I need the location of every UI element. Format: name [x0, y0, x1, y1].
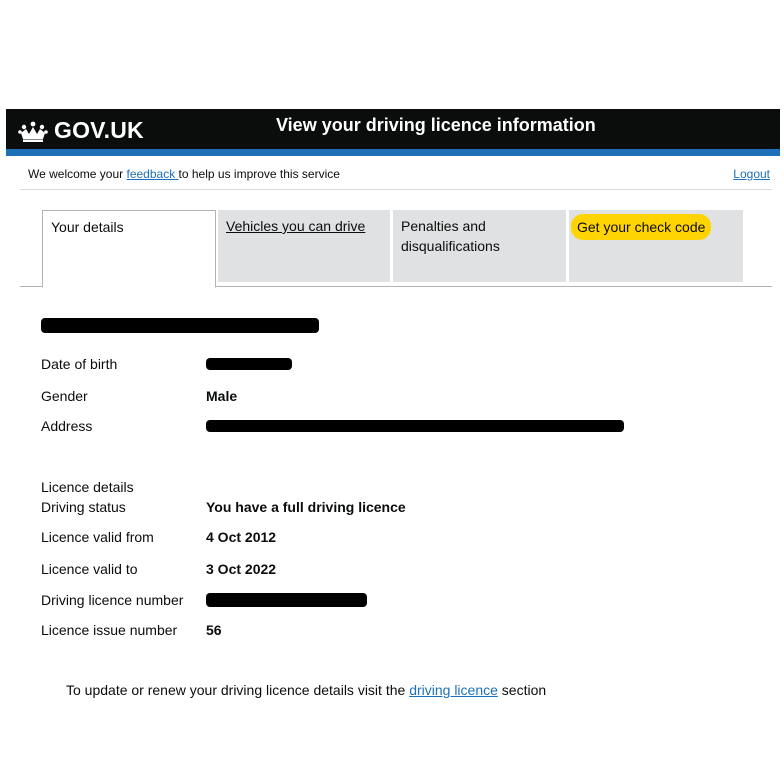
- tab-vehicles[interactable]: [218, 210, 390, 282]
- govuk-logo-link[interactable]: [18, 117, 144, 144]
- redacted-licence-number: [206, 593, 367, 607]
- driving-status-label: Driving status: [41, 499, 126, 515]
- valid-from-value: 4 Oct 2012: [206, 529, 277, 545]
- issue-number-label: Licence issue number: [41, 622, 178, 638]
- redacted-address: [206, 420, 624, 432]
- licence-details-label: Licence details: [41, 479, 134, 495]
- feedback-link[interactable]: feedback: [126, 167, 179, 181]
- footer-suffix: section: [497, 682, 547, 698]
- gender-label: Gender: [41, 388, 88, 404]
- redacted-name: [41, 318, 319, 333]
- tab-check-code[interactable]: [569, 210, 743, 282]
- service-name[interactable]: View your driving licence information: [276, 115, 596, 135]
- header-accent-bar: [6, 149, 780, 156]
- tab-label: Your details: [51, 219, 124, 235]
- driving-status-value: You have a full driving licence: [206, 499, 406, 515]
- valid-to-value: 3 Oct 2022: [206, 561, 277, 577]
- dob-label: Date of birth: [41, 356, 118, 372]
- tab-label: Vehicles you can drive: [226, 218, 366, 234]
- feedback-banner: [20, 165, 772, 187]
- tab-penalties[interactable]: [393, 210, 566, 282]
- feedback-prefix: We welcome your: [28, 167, 127, 181]
- driving-licence-link[interactable]: driving licence: [409, 682, 498, 698]
- gender-value: Male: [206, 388, 238, 404]
- logout-link[interactable]: Logout: [733, 167, 770, 181]
- banner-divider: [20, 189, 772, 190]
- tab-label: Penalties and disqualifications: [401, 218, 500, 254]
- tab-bar: [20, 210, 772, 288]
- issue-number-value: 56: [206, 622, 222, 638]
- feedback-suffix: to help us improve this service: [178, 167, 340, 181]
- crown-icon: [18, 120, 48, 142]
- redacted-dob: [206, 358, 292, 370]
- tab-your-details[interactable]: [42, 210, 216, 288]
- valid-from-label: Licence valid from: [41, 529, 154, 545]
- logo-text: GOV.UK: [54, 117, 144, 143]
- valid-to-label: Licence valid to: [41, 561, 138, 577]
- update-instructions: [66, 682, 546, 698]
- site-header: [6, 109, 780, 149]
- footer-prefix: To update or renew your driving licence details visit the: [66, 682, 410, 698]
- address-label: Address: [41, 418, 93, 434]
- licence-number-label: Driving licence number: [41, 592, 184, 608]
- feedback-text: [28, 167, 340, 181]
- tab-label: Get your check code: [571, 214, 711, 240]
